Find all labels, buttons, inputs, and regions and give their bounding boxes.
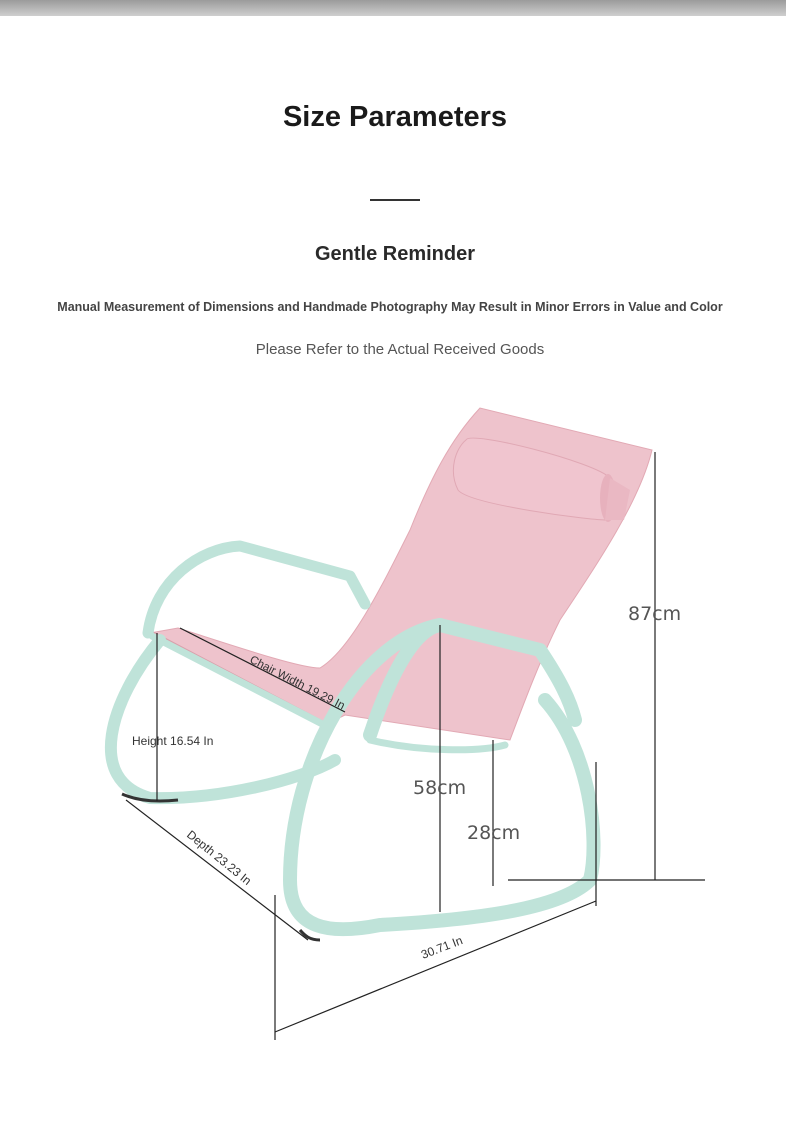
seat-front-height-label: 28cm xyxy=(467,822,521,844)
total-height-label: 87cm xyxy=(628,603,682,625)
reminder-note-line1: Manual Measurement of Dimensions and Handmade Photography May Result in Minor Errors in Value and Color xyxy=(57,300,723,314)
rocking-chair-diagram xyxy=(0,380,790,1070)
seat-height-label: Height 16.54 In xyxy=(132,734,214,748)
chair-width-label: Chair Width 19.29 In xyxy=(247,653,347,713)
reminder-note-line2: Please Refer to the Actual Received Goods xyxy=(255,341,545,358)
armrest-height-label: 58cm xyxy=(413,777,467,799)
title-divider xyxy=(370,199,420,201)
rocking-chair-illustration xyxy=(111,408,652,940)
length-label: 30.71 In xyxy=(419,933,465,962)
page-title: Size Parameters xyxy=(282,101,508,133)
depth-label: Depth 23.23 In xyxy=(184,827,255,888)
seat-sling xyxy=(150,408,652,740)
reminder-heading: Gentle Reminder xyxy=(314,243,476,265)
top-photo-strip xyxy=(0,0,786,16)
